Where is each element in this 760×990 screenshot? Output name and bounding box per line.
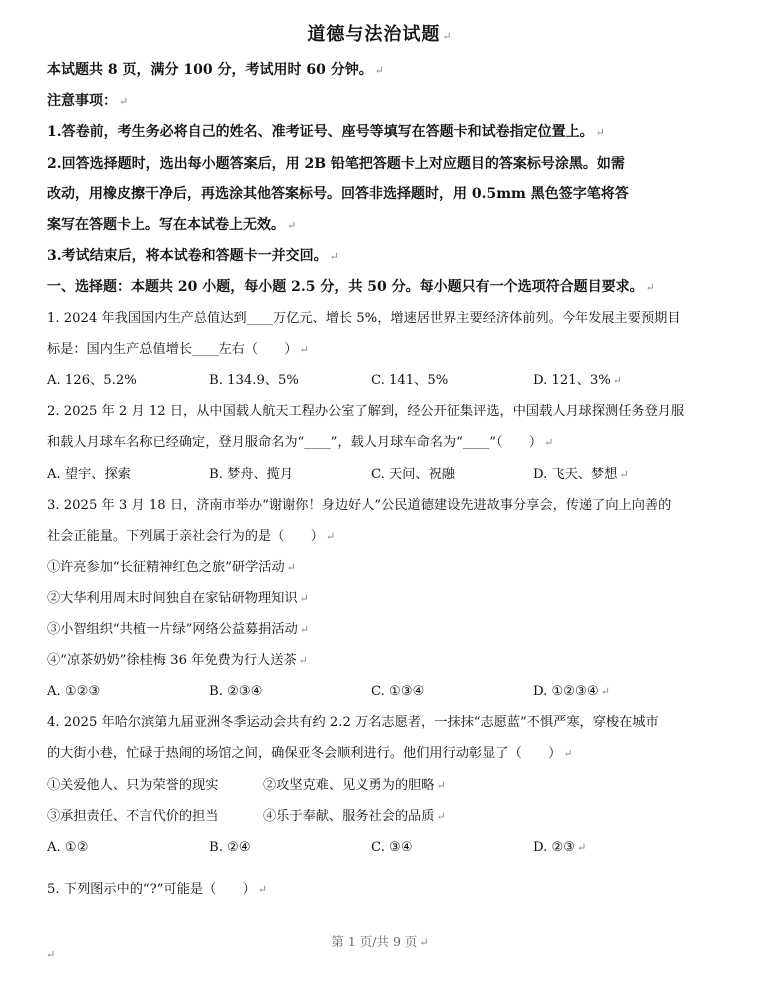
q3-item-3: ③小智组织“共植一片绿”网络公益募捐活动 ↵ bbox=[47, 622, 310, 637]
q4-item-1: ①关爱他人、只为荣誉的现实 bbox=[47, 778, 219, 793]
q2-stem-line-2: 和载人月球车名称已经确定，登月服命名为“____”，载人月球车命名为“____”（ ） ↵ bbox=[47, 435, 554, 450]
q3-item-4: ④“凉茶奶奶”徐桂梅 36 年免费为行人送茶 ↵ bbox=[47, 653, 308, 668]
q1-options bbox=[47, 372, 727, 390]
notice-1: 1.答卷前，考生务必将自己的姓名、准考证号、座号等填写在答题卡和试卷指定位置上。 ↵ bbox=[47, 124, 605, 140]
notice-3: 3.考试结束后，将本试卷和答题卡一并交回。 ↵ bbox=[47, 248, 339, 264]
q4-option-c: C. ③④ bbox=[371, 840, 413, 855]
notice-2-line-3: 案写在答题卡上。写在本试卷上无效。 ↵ bbox=[47, 217, 297, 233]
q4-item-4: ④乐于奉献、服务社会的品质 ↵ bbox=[263, 809, 446, 824]
q3-options bbox=[47, 683, 727, 701]
q3-option-d: D. ①②③④ ↵ bbox=[533, 684, 610, 699]
q3-stem-line-1: 3. 2025 年 3 月 18 日，济南市举办“谢谢你！身边好人”公民道德建设先进故事分享会，传递了向上向善的 bbox=[47, 498, 672, 513]
q1-option-a: A. 126、5.2% bbox=[47, 373, 137, 388]
q2-stem-line-1: 2. 2025 年 2 月 12 日，从中国载人航天工程办公室了解到，经公开征集评选，中国载人月球探测任务登月服 bbox=[47, 404, 685, 419]
q3-option-c: C. ①③④ bbox=[371, 684, 425, 699]
q2-option-c: C. 天问、祝融 bbox=[371, 467, 455, 482]
q1-stem-line-2: 标是：国内生产总值增长____左右（ ） ↵ bbox=[47, 342, 309, 357]
q3-option-b: B. ②③④ bbox=[209, 684, 263, 699]
q2-option-b: B. 梦舟、揽月 bbox=[209, 467, 294, 482]
q3-stem-line-2: 社会正能量。下列属于亲社会行为的是（ ） ↵ bbox=[47, 529, 336, 544]
q3-item-2: ②大华利用周末时间独自在家钻研物理知识 ↵ bbox=[47, 591, 309, 606]
q4-items-row-2 bbox=[47, 808, 446, 826]
page-footer: 第 1 页/共 9 页 ↵ bbox=[331, 934, 429, 949]
notice-title: 注意事项： ↵ bbox=[47, 93, 129, 109]
paragraph-mark: ↵ bbox=[46, 948, 56, 961]
q2-option-a: A. 望宇、探索 bbox=[47, 467, 131, 482]
q4-option-b: B. ②④ bbox=[209, 840, 251, 855]
q2-option-d: D. 飞天、梦想 ↵ bbox=[533, 467, 629, 482]
section-heading: 一、选择题：本题共 20 小题，每小题 2.5 分，共 50 分。每小题只有一个选项符合题目要求。 ↵ bbox=[47, 279, 655, 295]
q4-stem-line-2: 的大街小巷，忙碌于热闹的场馆之间，确保亚冬会顺利进行。他们用行动彰显了（ ） ↵ bbox=[47, 746, 573, 761]
q2-options bbox=[47, 466, 727, 484]
q1-option-b: B. 134.9、5% bbox=[209, 373, 299, 388]
q3-item-1: ①许亮参加“长征精神红色之旅”研学活动 ↵ bbox=[47, 560, 296, 575]
q1-option-c: C. 141、5% bbox=[371, 373, 449, 388]
q4-items-row-1 bbox=[47, 777, 446, 795]
exam-info: 本试题共 8 页，满分 100 分，考试用时 60 分钟。 ↵ bbox=[47, 62, 384, 78]
q4-item-3: ③承担责任、不言代价的担当 bbox=[47, 809, 219, 824]
q1-stem-line-1: 1. 2024 年我国国内生产总值达到____万亿元、增长 5%，增速居世界主要经济体前列。今年发展主要预期目 bbox=[47, 311, 681, 326]
q4-option-d: D. ②③ ↵ bbox=[533, 840, 587, 855]
notice-2-line-1: 2.回答选择题时，选出每小题答案后，用 2B 铅笔把答题卡上对应题目的答案标号涂黑。如需 bbox=[47, 156, 625, 172]
q4-stem-line-1: 4. 2025 年哈尔滨第九届亚洲冬季运动会共有约 2.2 万名志愿者，一抹抹“志愿蓝”不惧严寒，穿梭在城市 bbox=[47, 715, 659, 730]
q4-options bbox=[47, 839, 727, 857]
q3-option-a: A. ①②③ bbox=[47, 684, 101, 699]
q5-stem-line-1: 5. 下列图示中的“?”可能是（ ） ↵ bbox=[47, 882, 267, 897]
q1-option-d: D. 121、3% ↵ bbox=[533, 373, 622, 388]
page-title: 道德与法治试题 ↵ bbox=[307, 24, 453, 45]
notice-2-line-2: 改动，用橡皮擦干净后，再选涂其他答案标号。回答非选择题时，用 0.5mm 黑色签字笔将答 bbox=[47, 186, 629, 202]
q4-item-2: ②攻坚克难、见义勇为的胆略 ↵ bbox=[263, 778, 446, 793]
q4-option-a: A. ①② bbox=[47, 840, 89, 855]
